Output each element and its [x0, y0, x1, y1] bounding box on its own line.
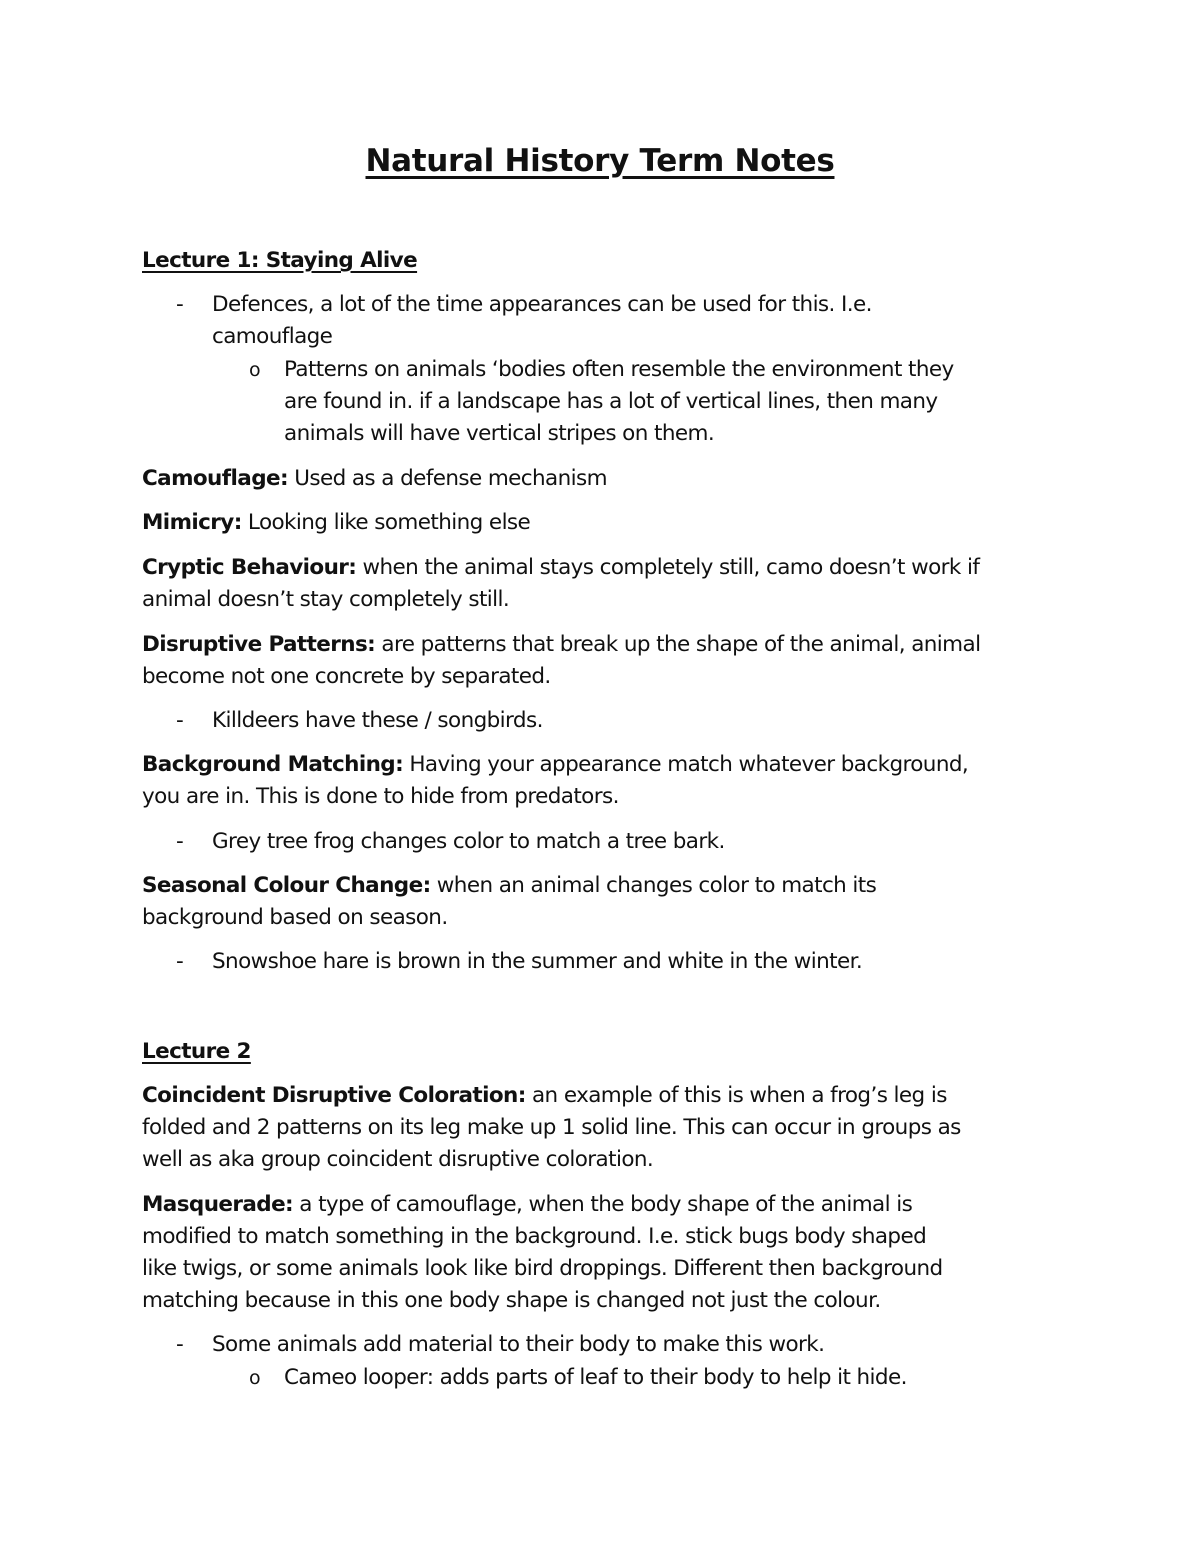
snowshoe-hare-bullet: Snowshoe hare is brown in the summer and white in the winter. — [212, 949, 863, 974]
term-label: Seasonal Colour Change: — [142, 873, 431, 898]
page-title: Natural History Term Notes — [365, 143, 835, 179]
sub-bullet: o — [249, 1367, 261, 1389]
definition-text: an example of this is when a frog’s leg is — [525, 1083, 947, 1108]
definition-text: when an animal changes color to match its — [430, 873, 877, 898]
bullet-text: Killdeers have these / songbirds. — [212, 708, 543, 733]
dash-bullet: - — [176, 708, 184, 733]
dash-bullet: - — [176, 949, 184, 974]
background-matching-line-1 — [142, 749, 968, 781]
lecture-2-heading: Lecture 2 — [142, 1039, 251, 1064]
term-label: Disruptive Patterns: — [142, 632, 376, 657]
masquerade-line-1 — [142, 1189, 912, 1221]
masquerade-line-3: like twigs, or some animals look like bird droppings. Different then background — [142, 1256, 943, 1281]
lecture-1-heading: Lecture 1: Staying Alive — [142, 248, 418, 273]
sub-bullet: o — [249, 359, 261, 381]
term-label: Coincident Disruptive Coloration: — [142, 1083, 526, 1108]
tree-frog-bullet: Grey tree frog changes color to match a tree bark. — [212, 829, 725, 854]
defences-line-1: Defences, a lot of the time appearances can be used for this. I.e. — [212, 292, 872, 317]
mimicry-definition — [142, 507, 530, 539]
definition-text: Used as a defense mechanism — [287, 466, 607, 491]
seasonal-change-line-2: background based on season. — [142, 905, 448, 930]
coincident-line-2: folded and 2 patterns on its leg make up 1 solid line. This can occur in groups as — [142, 1115, 961, 1140]
term-label: Mimicry: — [142, 510, 242, 535]
killdeers-bullet — [212, 705, 543, 737]
definition-text: Looking like something else — [241, 510, 531, 535]
dash-bullet: - — [176, 1332, 184, 1357]
patterns-line-1: Patterns on animals ‘bodies often resemble the environment they — [284, 357, 954, 382]
patterns-line-3: animals will have vertical stripes on them. — [284, 421, 715, 446]
patterns-line-2: are found in. if a landscape has a lot of vertical lines, then many — [284, 389, 938, 414]
definition-text: when the animal stays completely still, camo doesn’t work if — [356, 555, 980, 580]
disruptive-definition-line-2: become not one concrete by separated. — [142, 664, 551, 689]
term-label: Masquerade: — [142, 1192, 294, 1217]
cryptic-definition-line-2: animal doesn’t stay completely still. — [142, 587, 510, 612]
seasonal-change-line-1 — [142, 870, 876, 902]
disruptive-definition-line-1 — [142, 629, 980, 661]
masquerade-line-2: modified to match something in the background. I.e. stick bugs body shaped — [142, 1224, 927, 1249]
definition-text: a type of camouflage, when the body shape of the animal is — [293, 1192, 913, 1217]
term-label: Cryptic Behaviour: — [142, 555, 357, 580]
term-label: Background Matching: — [142, 752, 404, 777]
dash-bullet: - — [176, 829, 184, 854]
coincident-line-1 — [142, 1080, 947, 1112]
term-label: Camouflage: — [142, 466, 288, 491]
camouflage-definition — [142, 463, 607, 495]
defences-line-2: camouflage — [212, 324, 333, 349]
coincident-line-3: well as aka group coincident disruptive coloration. — [142, 1147, 654, 1172]
add-material-bullet: Some animals add material to their body to make this work. — [212, 1332, 825, 1357]
cryptic-definition-line-1 — [142, 552, 979, 584]
masquerade-line-4: matching because in this one body shape is changed not just the colour. — [142, 1288, 881, 1313]
background-matching-line-2: you are in. This is done to hide from predators. — [142, 784, 619, 809]
dash-bullet: - — [176, 292, 184, 317]
definition-text: Having your appearance match whatever background, — [403, 752, 969, 777]
cameo-looper-bullet: Cameo looper: adds parts of leaf to their body to help it hide. — [284, 1365, 907, 1390]
definition-text: are patterns that break up the shape of the animal, animal — [375, 632, 981, 657]
